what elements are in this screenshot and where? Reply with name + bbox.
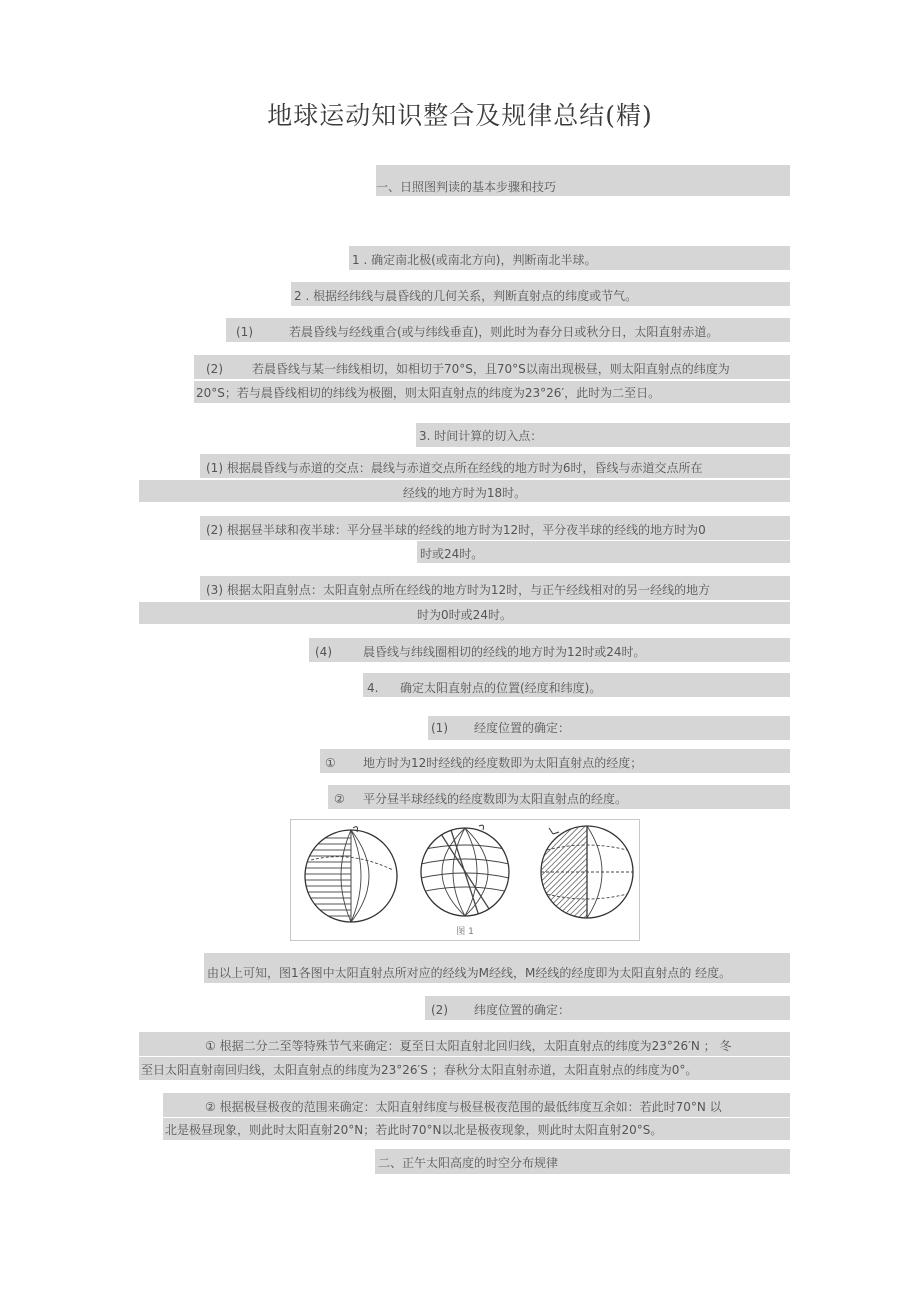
item-number: 4. [367, 681, 379, 695]
figure-1-globes [291, 820, 639, 924]
item-number: (2) [206, 362, 223, 376]
paragraph-2-1: 若晨昏线与经线重合(或与纬线垂直)，则此时为春分日或秋分日，太阳直射赤道。 [289, 325, 719, 339]
paragraph-4-2b-line1: ② 根据极昼极夜的范围来确定：太阳直射纬度与极昼极夜范围的最低纬度互余如：若此时70°N 以 [205, 1100, 722, 1114]
item-number: (1) [236, 325, 253, 339]
paragraph-3-2-line1: (2) 根据昼半球和夜半球：平分昼半球的经线的地方时为12时，平分夜半球的经线的地方时为0 [206, 523, 706, 537]
paragraph-3: 3. 时间计算的切入点： [419, 429, 543, 443]
conclusion-text: 由以上可知，图1各图中太阳直射点所对应的经线为M经线，M经线的经度即为太阳直射点的 经度。 [207, 966, 732, 980]
paragraph-4-1: 经度位置的确定： [474, 721, 571, 735]
section-heading-1: 一、日照图判读的基本步骤和技巧 [376, 180, 557, 194]
paragraph-3-3-line1: (3) 根据太阳直射点：太阳直射点所在经线的地方时为12时，与正午经线相对的另一经线的地方 [206, 583, 711, 597]
paragraph-4: 确定太阳直射点的位置(经度和纬度)。 [400, 681, 602, 695]
paragraph-4-1b: 平分昼半球经线的经度数即为太阳直射点的经度。 [363, 792, 628, 806]
figure-1 [290, 819, 640, 941]
figure-caption: 图 1 [456, 927, 474, 937]
paragraph-2-2-line1: 若晨昏线与某一纬线相切，如相切于70°S，且70°S以南出现极昼，则太阳直射点的纬度为 [252, 362, 730, 376]
paragraph-4-2a-line1: ① 根据二分二至等特殊节气来确定：夏至日太阳直射北回归线，太阳直射点的纬度为23°26′N ； 冬 [205, 1039, 732, 1053]
item-number: (1) [431, 721, 448, 735]
paragraph-3-1-line1: (1) 根据晨昏线与赤道的交点：晨线与赤道交点所在经线的地方时为6时，昏线与赤道交点所在 [206, 461, 703, 475]
paragraph-3-2-line2: 时或24时。 [420, 547, 484, 561]
item-number: ② [334, 792, 345, 806]
paragraph-4-1a: 地方时为12时经线的经度数即为太阳直射点的经度； [363, 756, 643, 770]
section-heading-2: 二、正午太阳高度的时空分布规律 [378, 1156, 559, 1170]
paragraph-3-4: 晨昏线与纬线圈相切的经线的地方时为12时或24时。 [363, 645, 646, 659]
paragraph-1: 1 . 确定南北极(或南北方向)，判断南北半球。 [352, 253, 597, 267]
paragraph-4-2: 纬度位置的确定： [474, 1003, 571, 1017]
paragraph-4-2a-line2: 至日太阳直射南回归线，太阳直射点的纬度为23°26′S ；春秋分太阳直射赤道，太阳直射点的纬度为0°。 [141, 1063, 698, 1077]
item-number: (2) [431, 1003, 448, 1017]
paragraph-3-3-line2: 时为0时或24时。 [417, 608, 512, 622]
page-title: 地球运动知识整合及规律总结(精) [267, 101, 653, 130]
paragraph-4-2b-line2: 北是极昼现象，则此时太阳直射20°N；若此时70°N以北是极夜现象，则此时太阳直射20°S。 [165, 1123, 663, 1137]
paragraph-2: 2 . 根据经纬线与晨昏线的几何关系，判断直射点的纬度或节气。 [294, 289, 638, 303]
paragraph-3-1-line2: 经线的地方时为18时。 [402, 486, 527, 500]
paragraph-2-2-line2: 20°S；若与晨昏线相切的纬线为极圈，则太阳直射点的纬度为23°26′，此时为二至日。 [196, 386, 661, 400]
item-number: ① [325, 756, 336, 770]
item-number: (4) [315, 645, 332, 659]
